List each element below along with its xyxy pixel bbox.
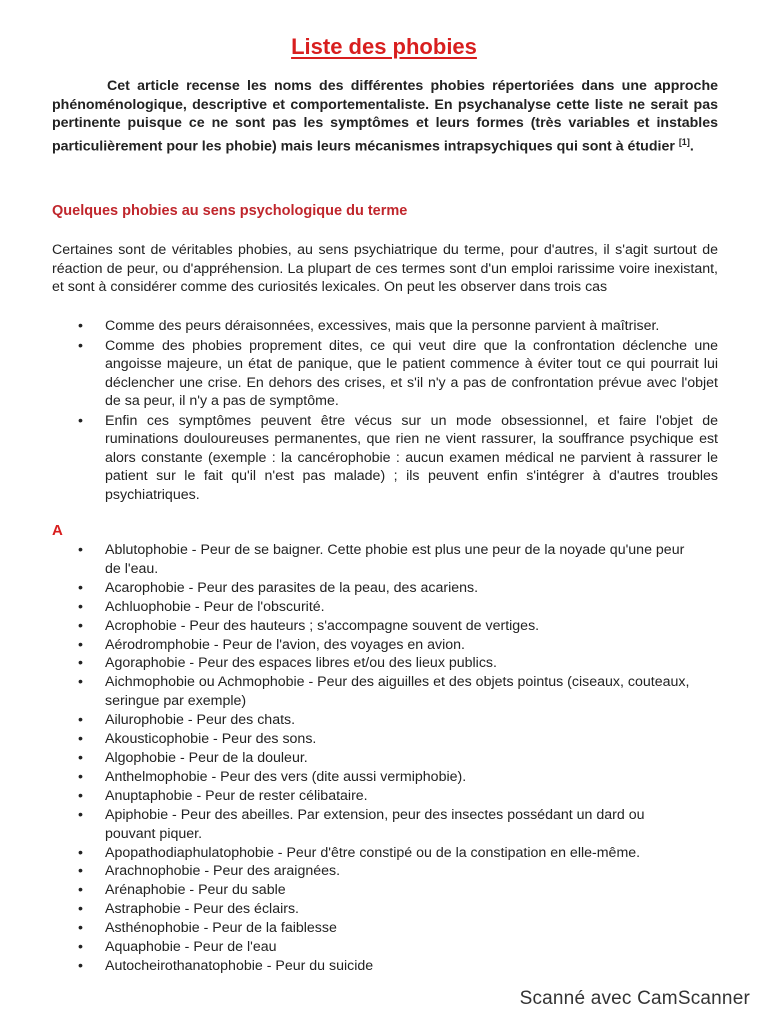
letter-heading: A bbox=[52, 522, 63, 539]
section-paragraph: Certaines sont de véritables phobies, au sens psychiatrique du terme, pour d'autres, il s'agit surtout de réaction de peur, ou d'appréhension. La plupart de ces termes sont d'un emploi rarissime voire inexistant, et sont à considérer comme des curiosités lexicales. On peut les observer dans trois cas bbox=[52, 242, 718, 295]
phobia-item: • Ailurophobie - Peur des chats. bbox=[52, 711, 692, 730]
phobia-item: • Apiphobie - Peur des abeilles. Par extension, peur des insectes possédant un dard ou pouvant piquer. bbox=[52, 806, 692, 844]
phobia-item: • Ablutophobie - Peur de se baigner. Cette phobie est plus une peur de la noyade qu'une peur de l'eau. bbox=[52, 541, 692, 579]
phobia-list bbox=[52, 541, 692, 976]
phobia-item: • Anthelmophobie - Peur des vers (dite aussi vermiphobie). bbox=[52, 768, 692, 787]
intro-paragraph bbox=[52, 77, 718, 156]
phobia-item: • Arachnophobie - Peur des araignées. bbox=[52, 862, 692, 881]
page-title: Liste des phobies bbox=[291, 34, 477, 59]
phobia-item: • Acrophobie - Peur des hauteurs ; s'accompagne souvent de vertiges. bbox=[52, 617, 692, 636]
phobia-item: • Anuptaphobie - Peur de rester célibataire. bbox=[52, 787, 692, 806]
list-item: • Comme des phobies proprement dites, ce qui veut dire que la confrontation déclenche une angoisse majeure, un état de panique, que le patient commence à éviter tout ce qui pourrait lui déclencher une crise. En dehors des crises, et s'il n'y a pas de confrontation prévue avec l'objet de sa peur, il n'y a pas de symptôme. bbox=[52, 337, 718, 411]
list-item: • Comme des peurs déraisonnées, excessives, mais que la personne parvient à maîtriser. bbox=[52, 317, 718, 336]
phobia-item: • Agoraphobie - Peur des espaces libres et/ou des lieux publics. bbox=[52, 654, 692, 673]
phobia-item: • Achluophobie - Peur de l'obscurité. bbox=[52, 598, 692, 617]
phobia-item: • Apopathodiaphulatophobie - Peur d'être constipé ou de la constipation en elle-même. bbox=[52, 844, 692, 863]
phobia-item: • Autocheirothanatophobie - Peur du suicide bbox=[52, 957, 692, 976]
phobia-item: • Astraphobie - Peur des éclairs. bbox=[52, 900, 692, 919]
intro-reference[interactable]: [1] bbox=[678, 136, 690, 147]
cases-list bbox=[52, 317, 718, 505]
intro-text: Cet article recense les noms des différentes phobies répertoriées dans une approche phénoménologique, descriptive et comportementaliste. En psychanalyse cette liste ne serait pas pertinente puisque ce ne sont pas les symptômes et leurs formes (très variables et instables particulièrement pour les phobie) mais leurs mécanismes intrapsychiques qui sont à étudier bbox=[52, 78, 718, 155]
phobia-item: • Acarophobie - Peur des parasites de la peau, des acariens. bbox=[52, 579, 692, 598]
list-item: • Enfin ces symptômes peuvent être vécus sur un mode obsessionnel, et faire l'objet de ruminations douloureuses permanentes, que rien ne vient rassurer, la souffrance psychique est alors constante (exemple : la cancérophobie : aucun examen médical ne parvient à rassurer le patient sur le fait qu'il n'est pas malade) ; ils peuvent enfin s'intégrer à d'autres troubles psychiatriques. bbox=[52, 412, 718, 505]
section-title: Quelques phobies au sens psychologique du terme bbox=[52, 203, 408, 219]
phobia-item: • Akousticophobie - Peur des sons. bbox=[52, 730, 692, 749]
phobia-item: • Algophobie - Peur de la douleur. bbox=[52, 749, 692, 768]
phobia-item: • Asthénophobie - Peur de la faiblesse bbox=[52, 919, 692, 938]
phobia-item: • Aichmophobie ou Achmophobie - Peur des aiguilles et des objets pointus (ciseaux, couteaux, seringue par exemple) bbox=[52, 673, 692, 711]
intro-end: . bbox=[689, 138, 694, 155]
phobia-item: • Arénaphobie - Peur du sable bbox=[52, 881, 692, 900]
phobia-item: • Aquaphobie - Peur de l'eau bbox=[52, 938, 692, 957]
phobia-item: • Aérodromphobie - Peur de l'avion, des voyages en avion. bbox=[52, 636, 692, 655]
scanner-footer: Scanné avec CamScanner bbox=[519, 988, 750, 1009]
